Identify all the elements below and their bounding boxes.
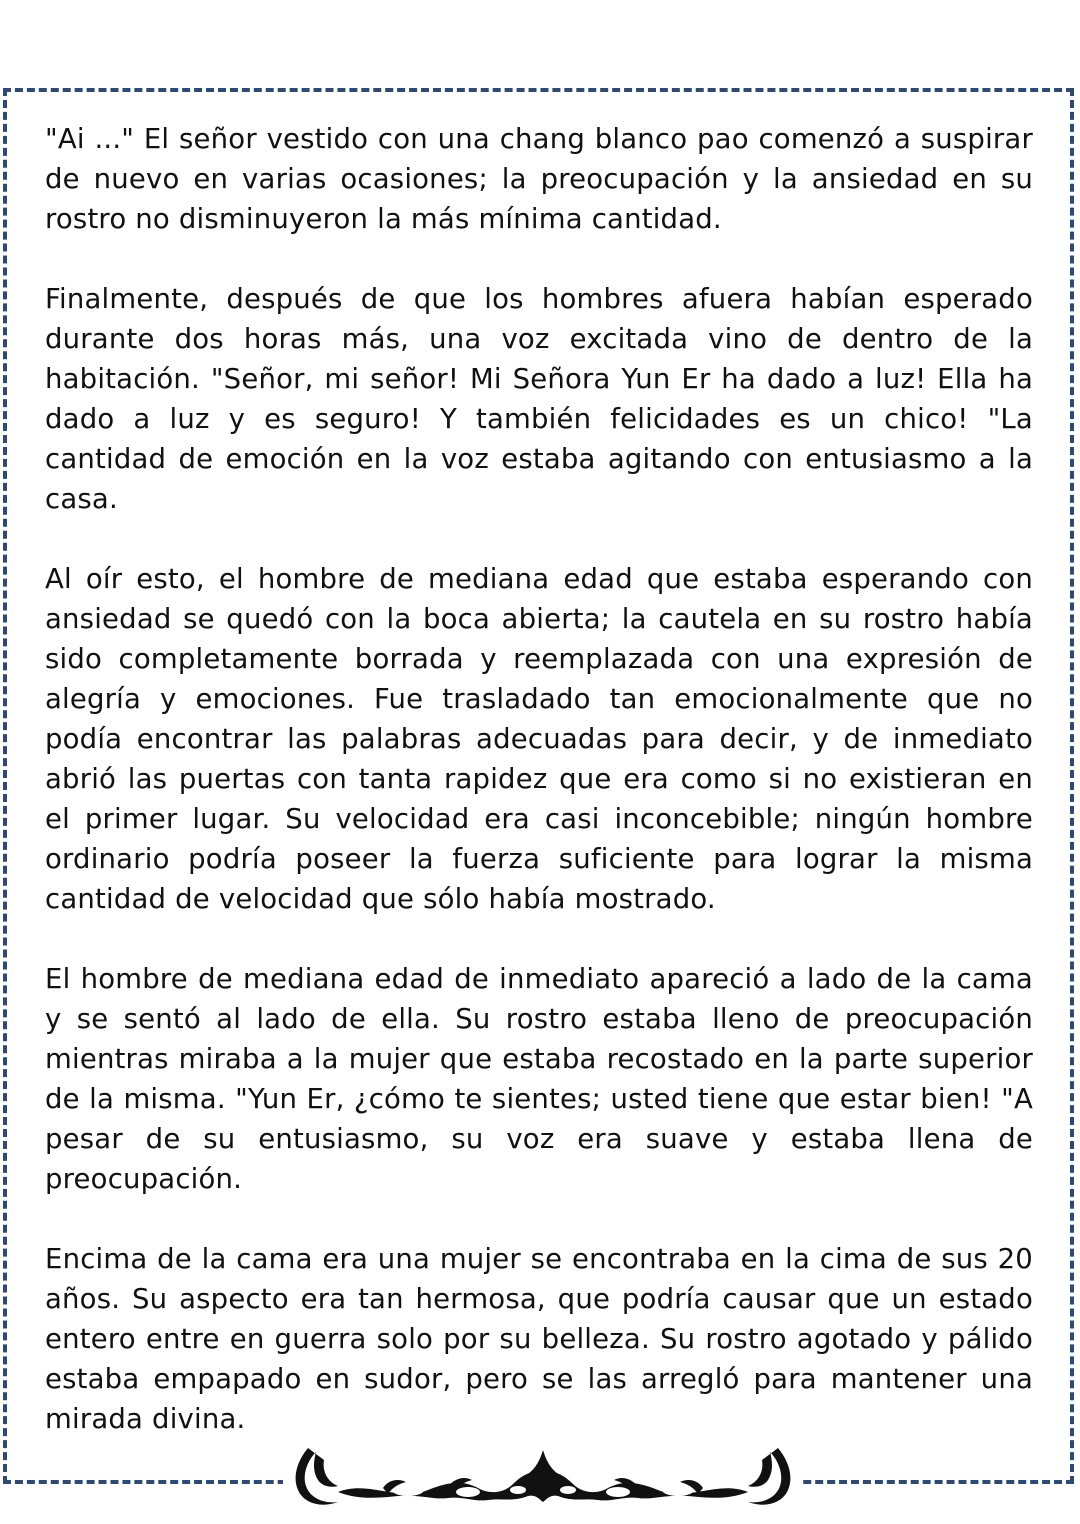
paragraph-2: Finalmente, después de que los hombres afuera habían esperado durante dos horas más, una voz excitada vino de dentro de la habitación. "Señor, mi señor! Mi Señora Yun Er ha dado a luz! Ella ha dado a luz y es seguro! Y también felicidades es un chico! "La cantidad de emoción en la voz estaba agitando con entusiasmo a la casa. (45, 283, 1033, 515)
document-body (45, 119, 1033, 1479)
paragraph-4: El hombre de mediana edad de inmediato apareció a lado de la cama y se sentó al lado de ella. Su rostro estaba lleno de preocupación mientras miraba a la mujer que estaba recostado en la parte superior de la misma. "Yun Er, ¿cómo te sientes; usted tiene que estar bien! "A pesar de su entusiasmo, su voz era suave y estaba llena de preocupación. (45, 963, 1033, 1195)
tribal-ornament-icon (288, 1440, 798, 1512)
paragraph-3: Al oír esto, el hombre de mediana edad que estaba esperando con ansiedad se quedó con la boca abierta; la cautela en su rostro había sido completamente borrada y reemplazada con una expresión de alegría y emociones. Fue trasladado tan emocionalmente que no podía encontrar las palabras adecuadas para decir, y de inmediato abrió las puertas con tanta rapidez que era como si no existieran en el primer lugar. Su velocidad era casi inconcebible; ningún hombre ordinario podría poseer la fuerza suficiente para lograr la misma cantidad de velocidad que sólo había mostrado. (45, 563, 1033, 915)
paragraph-1: "Ai ..." El señor vestido con una chang blanco pao comenzó a suspirar de nuevo en varias ocasiones; la preocupación y la ansiedad en su rostro no disminuyeron la más mínima cantidad. (45, 123, 1033, 235)
paragraph-5: Encima de la cama era una mujer se encontraba en la cima de sus 20 años. Su aspecto era tan hermosa, que podría causar que un estado entero entre en guerra solo por su belleza. Su rostro agotado y pálido estaba empapado en sudor, pero se las arregló para mantener una mirada divina. (45, 1243, 1033, 1435)
